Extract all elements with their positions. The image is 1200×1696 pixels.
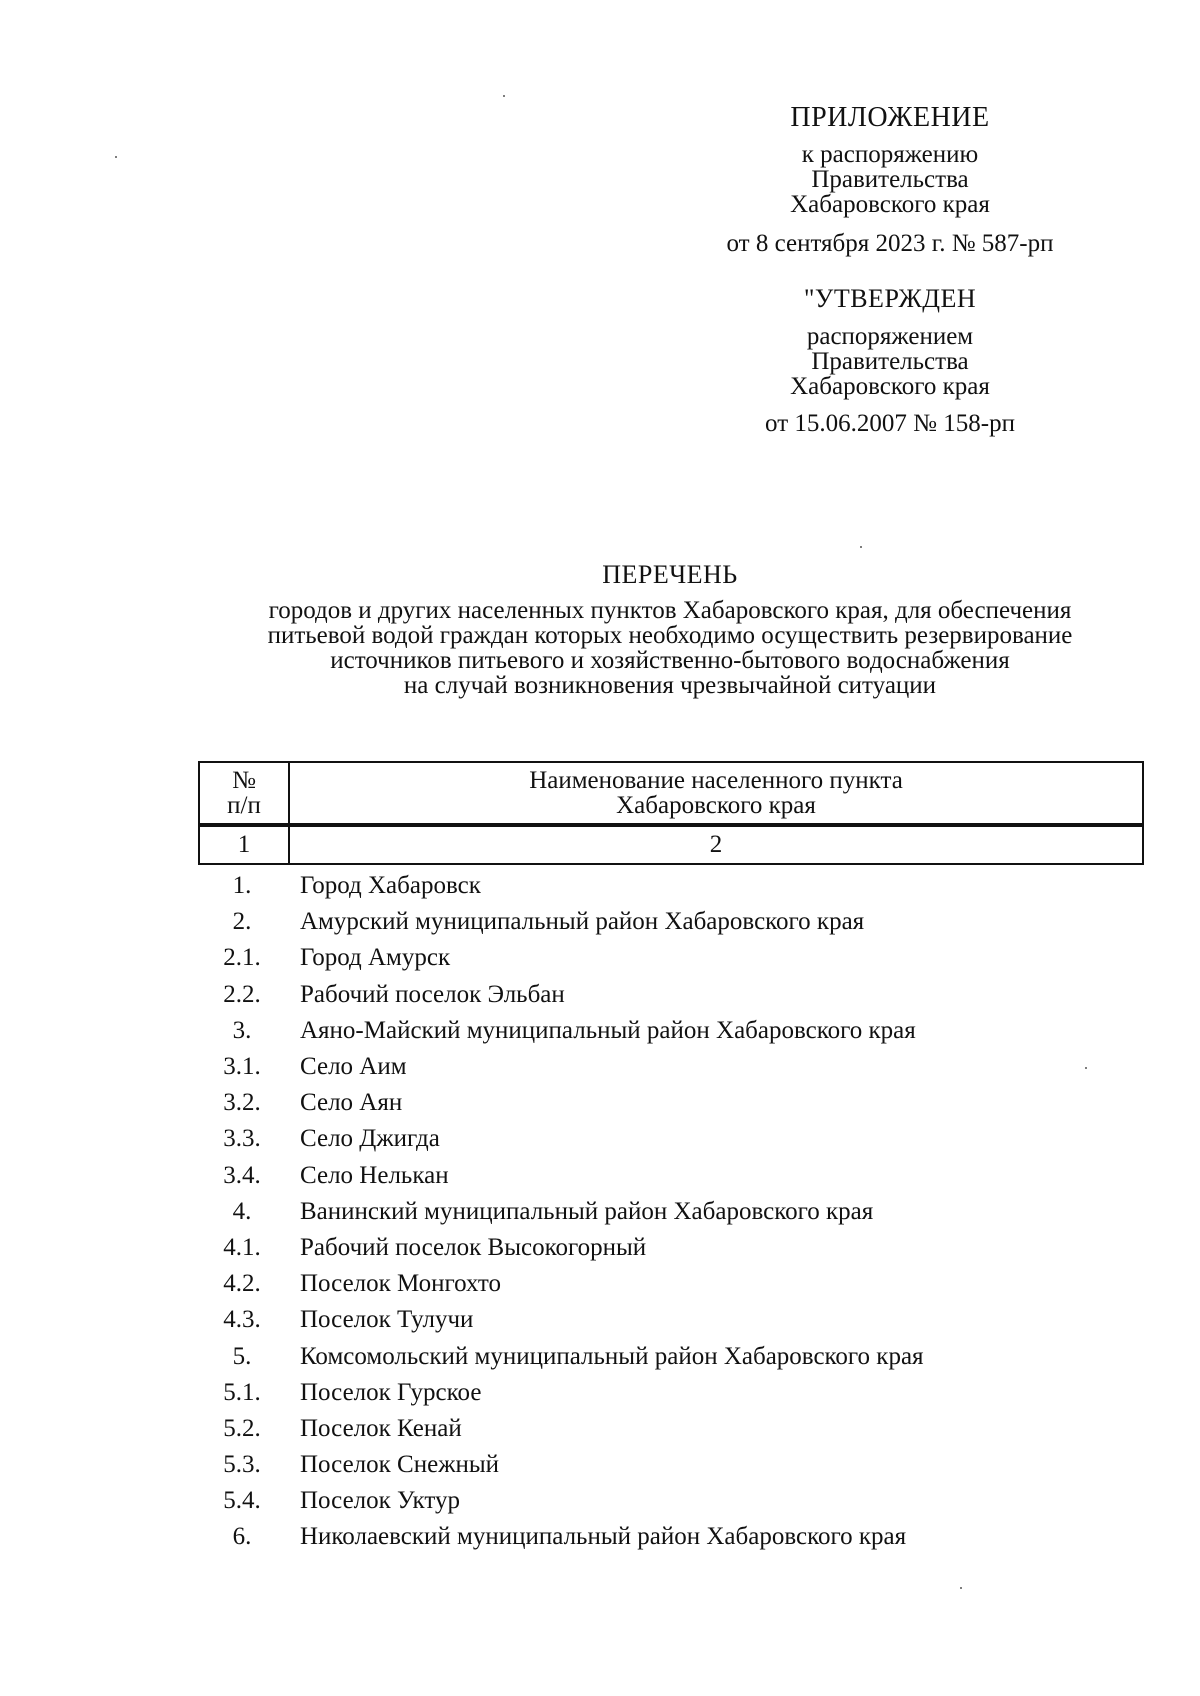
item-name: Рабочий поселок Высокогорный <box>300 1233 647 1261</box>
appendix-heading: ПРИЛОЖЕНИЕ <box>790 102 990 133</box>
item-name: Село Аим <box>300 1053 407 1081</box>
item-name: Николаевский муниципальный район Хабаровского края <box>300 1523 907 1551</box>
list-item <box>198 1013 1144 1049</box>
item-name: Аяно-Майский муниципальный район Хабаровского края <box>300 1016 916 1044</box>
item-number: 2.2. <box>223 980 261 1008</box>
table-header-row <box>199 762 1143 824</box>
item-name: Село Джигда <box>300 1125 440 1153</box>
column-number-header-line: № <box>232 767 256 794</box>
list-item <box>198 1121 1144 1157</box>
item-name: Город Амурск <box>300 944 451 972</box>
item-number: 6. <box>232 1523 252 1551</box>
list-item <box>198 1483 1144 1519</box>
document-title-block <box>180 558 1160 698</box>
scan-speck <box>503 95 505 97</box>
item-number: 5.2. <box>223 1414 261 1442</box>
item-name: Село Нелькан <box>300 1161 449 1189</box>
item-name: Село Аян <box>300 1089 403 1117</box>
appendix-line: Хабаровского края <box>790 191 990 218</box>
item-number: 4.2. <box>223 1270 261 1298</box>
list-item <box>198 904 1144 940</box>
list-item <box>198 1411 1144 1447</box>
list-item <box>198 1230 1144 1266</box>
settlement-list <box>198 868 1144 1556</box>
item-number: 3.4. <box>223 1161 261 1189</box>
list-item <box>198 940 1144 976</box>
appendix-line: Правительства <box>811 166 969 193</box>
item-number: 3.1. <box>223 1053 261 1081</box>
item-name: Поселок Тулучи <box>300 1306 474 1334</box>
appendix-line: к распоряжению <box>801 141 979 168</box>
scan-speck <box>1085 1067 1087 1069</box>
item-name: Поселок Монгохто <box>300 1270 502 1298</box>
item-name: Поселок Кенай <box>300 1414 462 1442</box>
column-number-index: 1 <box>199 826 289 864</box>
column-name-header-line: Хабаровского края <box>616 792 816 819</box>
document-subtitle-line: на случай возникновения чрезвычайной ситуации <box>403 672 937 699</box>
list-item <box>198 868 1144 904</box>
list-item <box>198 1519 1144 1555</box>
approved-block <box>660 282 1120 439</box>
table-index-row <box>199 826 1143 864</box>
item-name: Поселок Гурское <box>300 1378 482 1406</box>
approved-date: от 15.06.2007 № 158-рп <box>765 410 1015 437</box>
item-name: Комсомольский муниципальный район Хабаровского края <box>300 1342 924 1370</box>
list-item <box>198 1447 1144 1483</box>
list-item <box>198 1158 1144 1194</box>
item-number: 5.1. <box>223 1378 261 1406</box>
scan-speck <box>860 546 862 548</box>
approved-line: Хабаровского края <box>790 373 990 400</box>
list-item <box>198 1266 1144 1302</box>
item-name: Ванинский муниципальный район Хабаровского края <box>300 1197 874 1225</box>
column-name-header <box>289 762 1143 824</box>
scan-speck <box>960 1587 962 1589</box>
item-name: Поселок Снежный <box>300 1451 500 1479</box>
item-name: Амурский муниципальный район Хабаровского края <box>300 908 865 936</box>
list-item <box>198 1049 1144 1085</box>
item-number: 2. <box>232 908 252 936</box>
item-number: 2.1. <box>223 944 261 972</box>
column-number-header <box>199 762 289 824</box>
column-name-header-line: Наименование населенного пункта <box>529 767 903 794</box>
document-subtitle-line: городов и других населенных пунктов Хабаровского края, для обеспечения <box>268 597 1072 624</box>
item-number: 3.2. <box>223 1089 261 1117</box>
list-item <box>198 977 1144 1013</box>
column-number-header-line: п/п <box>227 792 261 819</box>
item-number: 4.3. <box>223 1306 261 1334</box>
document-subtitle-line: источников питьевого и хозяйственно-бытового водоснабжения <box>330 647 1010 674</box>
item-name: Город Хабаровск <box>300 872 481 900</box>
approved-line: Правительства <box>811 348 969 375</box>
item-number: 5.3. <box>223 1451 261 1479</box>
list-item <box>198 1338 1144 1374</box>
document-subtitle-line: питьевой водой граждан которых необходимо осуществить резервирование <box>267 622 1073 649</box>
item-number: 5. <box>232 1342 252 1370</box>
item-name: Поселок Уктур <box>300 1487 460 1515</box>
list-item <box>198 1375 1144 1411</box>
item-number: 3. <box>232 1016 252 1044</box>
list-item <box>198 1194 1144 1230</box>
item-number: 4.1. <box>223 1233 261 1261</box>
item-number: 1. <box>232 872 252 900</box>
list-item <box>198 1302 1144 1338</box>
list-table-header <box>198 761 1144 865</box>
item-number: 3.3. <box>223 1125 261 1153</box>
item-number: 4. <box>232 1197 252 1225</box>
approved-heading: "УТВЕРЖДЕН <box>803 284 977 313</box>
scan-speck <box>115 156 117 158</box>
column-name-index: 2 <box>289 826 1143 864</box>
appendix-block <box>660 100 1120 259</box>
list-item <box>198 1085 1144 1121</box>
document-title: ПЕРЕЧЕНЬ <box>602 560 738 589</box>
item-number: 5.4. <box>223 1487 261 1515</box>
approved-line: распоряжением <box>806 323 974 350</box>
appendix-date: от 8 сентября 2023 г. № 587-рп <box>726 230 1054 257</box>
item-name: Рабочий поселок Эльбан <box>300 980 565 1008</box>
